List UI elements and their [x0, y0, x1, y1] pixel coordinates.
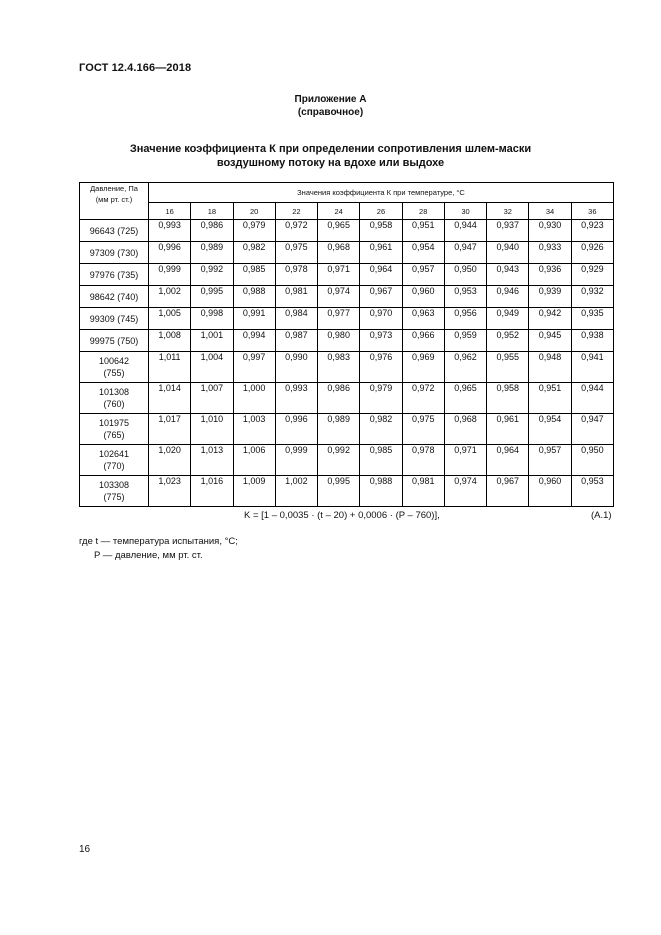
coefficient-cell: 0,979 — [360, 383, 402, 414]
coefficient-cell: 0,947 — [444, 242, 486, 264]
coefficient-cell: 0,974 — [444, 476, 486, 507]
coefficient-cell: 0,988 — [233, 286, 275, 308]
coefficient-cell: 0,992 — [191, 264, 233, 286]
pressure-cell — [80, 445, 149, 476]
coefficient-cell: 1,000 — [233, 383, 275, 414]
coefficient-cell: 0,953 — [444, 286, 486, 308]
pressure-cell: 97976 (735) — [80, 264, 149, 286]
coefficient-cell: 0,933 — [529, 242, 571, 264]
coefficient-cell: 1,008 — [149, 330, 191, 352]
document-header: ГОСТ 12.4.166—2018 — [79, 62, 192, 74]
coefficient-cell: 0,942 — [529, 308, 571, 330]
coefficient-cell: 0,981 — [402, 476, 444, 507]
coefficient-cell: 0,980 — [318, 330, 360, 352]
coefficient-cell: 0,985 — [360, 445, 402, 476]
coefficient-cell: 1,023 — [149, 476, 191, 507]
coefficient-cell: 1,001 — [191, 330, 233, 352]
pressure-cell — [80, 352, 149, 383]
coefficient-cell: 0,967 — [360, 286, 402, 308]
coefficient-cell: 0,971 — [318, 264, 360, 286]
coefficient-cell: 1,020 — [149, 445, 191, 476]
coefficient-cell: 0,990 — [275, 352, 317, 383]
temperature-header-cell: 30 — [444, 203, 486, 220]
coefficient-cell: 0,954 — [529, 414, 571, 445]
formula-equation: K = [1 – 0,0035 · (t – 20) + 0,0006 · (P – 760)], — [244, 510, 440, 521]
coefficient-cell: 0,986 — [191, 220, 233, 242]
coefficient-cell: 0,947 — [571, 414, 613, 445]
coefficient-cell: 0,979 — [233, 220, 275, 242]
coefficient-cell: 0,994 — [233, 330, 275, 352]
temperature-header-cell: 22 — [275, 203, 317, 220]
coefficient-cell: 0,961 — [360, 242, 402, 264]
coefficient-cell: 0,936 — [529, 264, 571, 286]
coefficient-cell: 0,999 — [275, 445, 317, 476]
coefficient-cell: 0,948 — [529, 352, 571, 383]
coefficient-cell: 0,967 — [487, 476, 529, 507]
pressure-mmhg: (760) — [103, 399, 125, 409]
table-row — [80, 286, 614, 308]
coefficient-cell: 0,946 — [487, 286, 529, 308]
coefficient-cell: 0,964 — [487, 445, 529, 476]
table-title-line1: Значение коэффициента К при определении сопротивления шлем-маски — [129, 143, 532, 155]
coefficient-cell: 1,007 — [191, 383, 233, 414]
table-body — [80, 220, 614, 507]
pressure-cell: 96643 (725) — [80, 220, 149, 242]
coefficient-cell: 0,976 — [360, 352, 402, 383]
coefficient-cell: 0,926 — [571, 242, 613, 264]
coefficient-cell: 0,991 — [233, 308, 275, 330]
temperature-header-cell: 16 — [149, 203, 191, 220]
coefficient-cell: 0,957 — [529, 445, 571, 476]
pressure-cell: 98642 (740) — [80, 286, 149, 308]
coefficient-cell: 0,981 — [275, 286, 317, 308]
coefficient-cell: 0,968 — [318, 242, 360, 264]
temperature-header-cell: 18 — [191, 203, 233, 220]
coefficient-cell: 0,982 — [360, 414, 402, 445]
table-row — [80, 414, 614, 445]
temperature-group-header: Значения коэффициента К при температуре, °С — [149, 183, 614, 203]
coefficient-cell: 0,978 — [275, 264, 317, 286]
coefficient-cell: 0,950 — [571, 445, 613, 476]
coefficient-cell: 1,010 — [191, 414, 233, 445]
coefficient-cell: 0,938 — [571, 330, 613, 352]
pressure-mmhg: (755) — [103, 368, 125, 378]
coefficient-cell: 0,956 — [444, 308, 486, 330]
coefficient-cell: 0,959 — [444, 330, 486, 352]
legend-line-t: где t — температура испытания, °С; — [79, 536, 238, 547]
pressure-cell: 97309 (730) — [80, 242, 149, 264]
coefficient-cell: 1,002 — [275, 476, 317, 507]
coefficient-cell: 0,949 — [487, 308, 529, 330]
coefficient-cell: 0,982 — [233, 242, 275, 264]
coefficient-cell: 0,945 — [529, 330, 571, 352]
pressure-header-line1: Давление, Па — [90, 184, 138, 193]
coefficient-cell: 1,016 — [191, 476, 233, 507]
coefficient-cell: 0,944 — [571, 383, 613, 414]
pressure-pa: 101975 — [98, 418, 130, 428]
coefficient-cell: 0,941 — [571, 352, 613, 383]
coefficient-cell: 0,992 — [318, 445, 360, 476]
coefficient-cell: 0,951 — [529, 383, 571, 414]
coefficient-cell: 0,957 — [402, 264, 444, 286]
table-title-line2: воздушному потоку на вдохе или выдохе — [216, 157, 445, 169]
coefficient-cell: 0,930 — [529, 220, 571, 242]
pressure-cell: 99309 (745) — [80, 308, 149, 330]
coefficient-cell: 1,009 — [233, 476, 275, 507]
coefficient-cell: 0,972 — [402, 383, 444, 414]
pressure-column-header — [80, 183, 149, 220]
coefficient-cell: 0,940 — [487, 242, 529, 264]
table-row — [80, 476, 614, 507]
pressure-header-line2: (мм рт. ст.) — [95, 195, 133, 204]
coefficient-cell: 0,929 — [571, 264, 613, 286]
coefficient-cell: 0,972 — [275, 220, 317, 242]
coefficient-cell: 0,965 — [444, 383, 486, 414]
coefficient-cell: 0,943 — [487, 264, 529, 286]
coefficient-cell: 0,962 — [444, 352, 486, 383]
coefficient-cell: 0,951 — [402, 220, 444, 242]
coefficient-cell: 0,986 — [318, 383, 360, 414]
pressure-mmhg: (765) — [103, 430, 125, 440]
coefficient-cell: 0,963 — [402, 308, 444, 330]
coefficient-cell: 0,935 — [571, 308, 613, 330]
coefficient-cell: 0,961 — [487, 414, 529, 445]
coefficient-cell: 1,013 — [191, 445, 233, 476]
table-row — [80, 308, 614, 330]
coefficient-cell: 0,975 — [402, 414, 444, 445]
coefficient-cell: 1,017 — [149, 414, 191, 445]
coefficient-cell: 0,939 — [529, 286, 571, 308]
coefficient-cell: 0,996 — [275, 414, 317, 445]
coefficient-cell: 1,002 — [149, 286, 191, 308]
temperature-header-cell: 28 — [402, 203, 444, 220]
pressure-mmhg: (775) — [103, 492, 125, 502]
coefficient-cell: 0,975 — [275, 242, 317, 264]
pressure-cell: 99975 (750) — [80, 330, 149, 352]
coefficient-cell: 0,944 — [444, 220, 486, 242]
legend-line-p: P — давление, мм рт. ст. — [94, 550, 203, 561]
coefficient-cell: 0,960 — [529, 476, 571, 507]
temperature-header-cell: 34 — [529, 203, 571, 220]
coefficient-cell: 0,960 — [402, 286, 444, 308]
coefficient-cell: 1,011 — [149, 352, 191, 383]
pressure-cell — [80, 383, 149, 414]
coefficient-cell: 0,983 — [318, 352, 360, 383]
coefficient-cell: 0,988 — [360, 476, 402, 507]
coefficient-cell: 0,995 — [318, 476, 360, 507]
coefficient-cell: 0,950 — [444, 264, 486, 286]
temperature-header-cell: 36 — [571, 203, 613, 220]
coefficient-cell: 0,997 — [233, 352, 275, 383]
coefficient-cell: 0,932 — [571, 286, 613, 308]
table-row — [80, 330, 614, 352]
temperature-header-cell: 20 — [233, 203, 275, 220]
coefficient-cell: 0,985 — [233, 264, 275, 286]
coefficient-cell: 1,004 — [191, 352, 233, 383]
pressure-cell — [80, 414, 149, 445]
coefficient-cell: 0,968 — [444, 414, 486, 445]
temperature-header-cell: 32 — [487, 203, 529, 220]
pressure-pa: 100642 — [98, 356, 130, 366]
coefficient-cell: 1,014 — [149, 383, 191, 414]
table-row — [80, 445, 614, 476]
coefficient-cell: 0,937 — [487, 220, 529, 242]
coefficient-cell: 0,964 — [360, 264, 402, 286]
coefficient-cell: 0,970 — [360, 308, 402, 330]
coefficient-cell: 0,995 — [191, 286, 233, 308]
coefficient-cell: 0,987 — [275, 330, 317, 352]
pressure-pa: 102641 — [98, 449, 130, 459]
coefficient-cell: 0,965 — [318, 220, 360, 242]
table-row — [80, 383, 614, 414]
temperature-header-cell: 26 — [360, 203, 402, 220]
coefficient-cell: 0,969 — [402, 352, 444, 383]
coefficient-cell: 0,984 — [275, 308, 317, 330]
coefficient-cell: 0,978 — [402, 445, 444, 476]
table-row — [80, 264, 614, 286]
appendix-type: (справочное) — [297, 107, 364, 118]
coefficient-cell: 0,971 — [444, 445, 486, 476]
table-row — [80, 242, 614, 264]
pressure-cell — [80, 476, 149, 507]
coefficient-cell: 0,958 — [487, 383, 529, 414]
temperature-header-row — [80, 203, 614, 220]
coefficient-cell: 0,955 — [487, 352, 529, 383]
coefficient-cell: 0,999 — [149, 264, 191, 286]
coefficient-cell: 1,005 — [149, 308, 191, 330]
pressure-mmhg: (770) — [103, 461, 125, 471]
coefficient-cell: 0,977 — [318, 308, 360, 330]
coefficient-cell: 0,953 — [571, 476, 613, 507]
pressure-pa: 103308 — [98, 480, 130, 490]
table-row — [80, 352, 614, 383]
coefficient-cell: 0,973 — [360, 330, 402, 352]
coefficient-cell: 0,958 — [360, 220, 402, 242]
table-row — [80, 220, 614, 242]
coefficient-cell: 1,006 — [233, 445, 275, 476]
formula-number: (А.1) — [591, 510, 612, 521]
appendix-label: Приложение А — [294, 94, 367, 105]
coefficient-cell: 1,003 — [233, 414, 275, 445]
formula-legend — [79, 535, 238, 563]
coefficient-cell: 0,952 — [487, 330, 529, 352]
coefficient-table — [79, 182, 614, 507]
page-number: 16 — [79, 844, 91, 855]
coefficient-cell: 0,993 — [275, 383, 317, 414]
pressure-pa: 101308 — [98, 387, 130, 397]
coefficient-cell: 0,993 — [149, 220, 191, 242]
coefficient-cell: 0,989 — [191, 242, 233, 264]
coefficient-cell: 0,954 — [402, 242, 444, 264]
coefficient-cell: 0,923 — [571, 220, 613, 242]
coefficient-cell: 0,996 — [149, 242, 191, 264]
coefficient-cell: 0,974 — [318, 286, 360, 308]
coefficient-cell: 0,998 — [191, 308, 233, 330]
coefficient-cell: 0,966 — [402, 330, 444, 352]
temperature-header-cell: 24 — [318, 203, 360, 220]
coefficient-cell: 0,989 — [318, 414, 360, 445]
